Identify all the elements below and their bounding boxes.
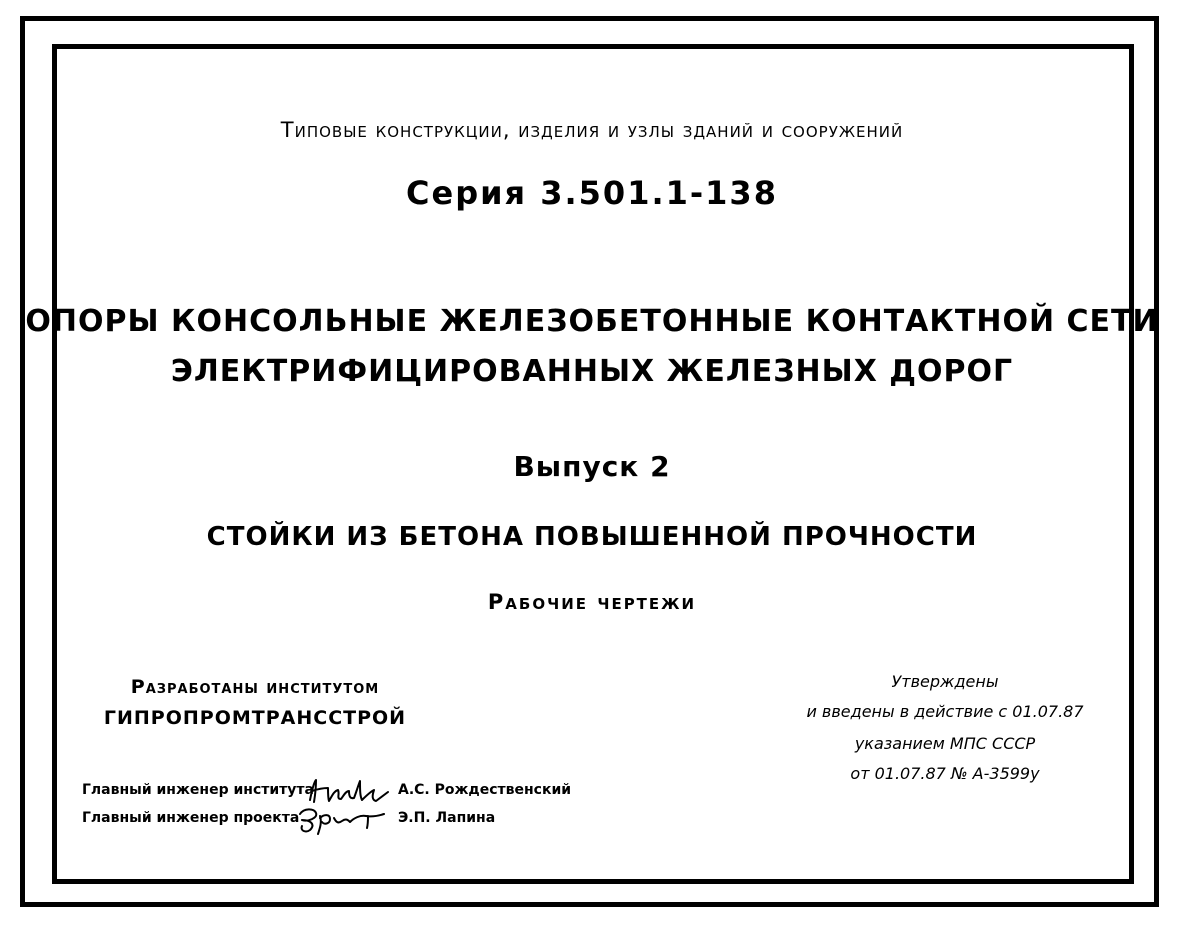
approval-line-3: указанием МПС СССР — [854, 734, 1036, 753]
handwritten-signature-icon — [306, 776, 392, 806]
issue-number: Выпуск 2 — [513, 450, 671, 483]
approval-line-1: Утверждены — [891, 672, 999, 691]
signature-name: Э.П. Лапина — [398, 810, 496, 826]
document-title-line-1: ОПОРЫ КОНСОЛЬНЫЕ ЖЕЛЕЗОБЕТОННЫЕ КОНТАКТНОЙ СЕТИ — [25, 304, 1159, 339]
header-text: Типовые конструкции, изделия и узлы зданий и сооружений — [280, 118, 904, 142]
document-subtitle: СТОЙКИ ИЗ БЕТОНА ПОВЫШЕННОЙ ПРОЧНОСТИ — [206, 522, 978, 552]
handwritten-signature-icon — [294, 804, 386, 836]
developer-institute: ГИПРОПРОМТРАНССТРОЙ — [103, 707, 407, 729]
developer-line-1: Разработаны институтом — [130, 676, 380, 698]
series-number: Серия 3.501.1-138 — [406, 174, 778, 212]
approval-line-4: от 01.07.87 № А-3599у — [850, 764, 1040, 783]
document-title-line-2: ЭЛЕКТРИФИЦИРОВАННЫХ ЖЕЛЕЗНЫХ ДОРОГ — [170, 354, 1014, 389]
signature-role: Главный инженер проекта — [82, 810, 300, 826]
approval-line-2: и введены в действие с 01.07.87 — [806, 702, 1084, 721]
signature-role: Главный инженер института — [82, 782, 314, 798]
document-type: Рабочие чертежи — [487, 590, 697, 614]
signature-name: А.С. Рождественский — [398, 782, 572, 798]
